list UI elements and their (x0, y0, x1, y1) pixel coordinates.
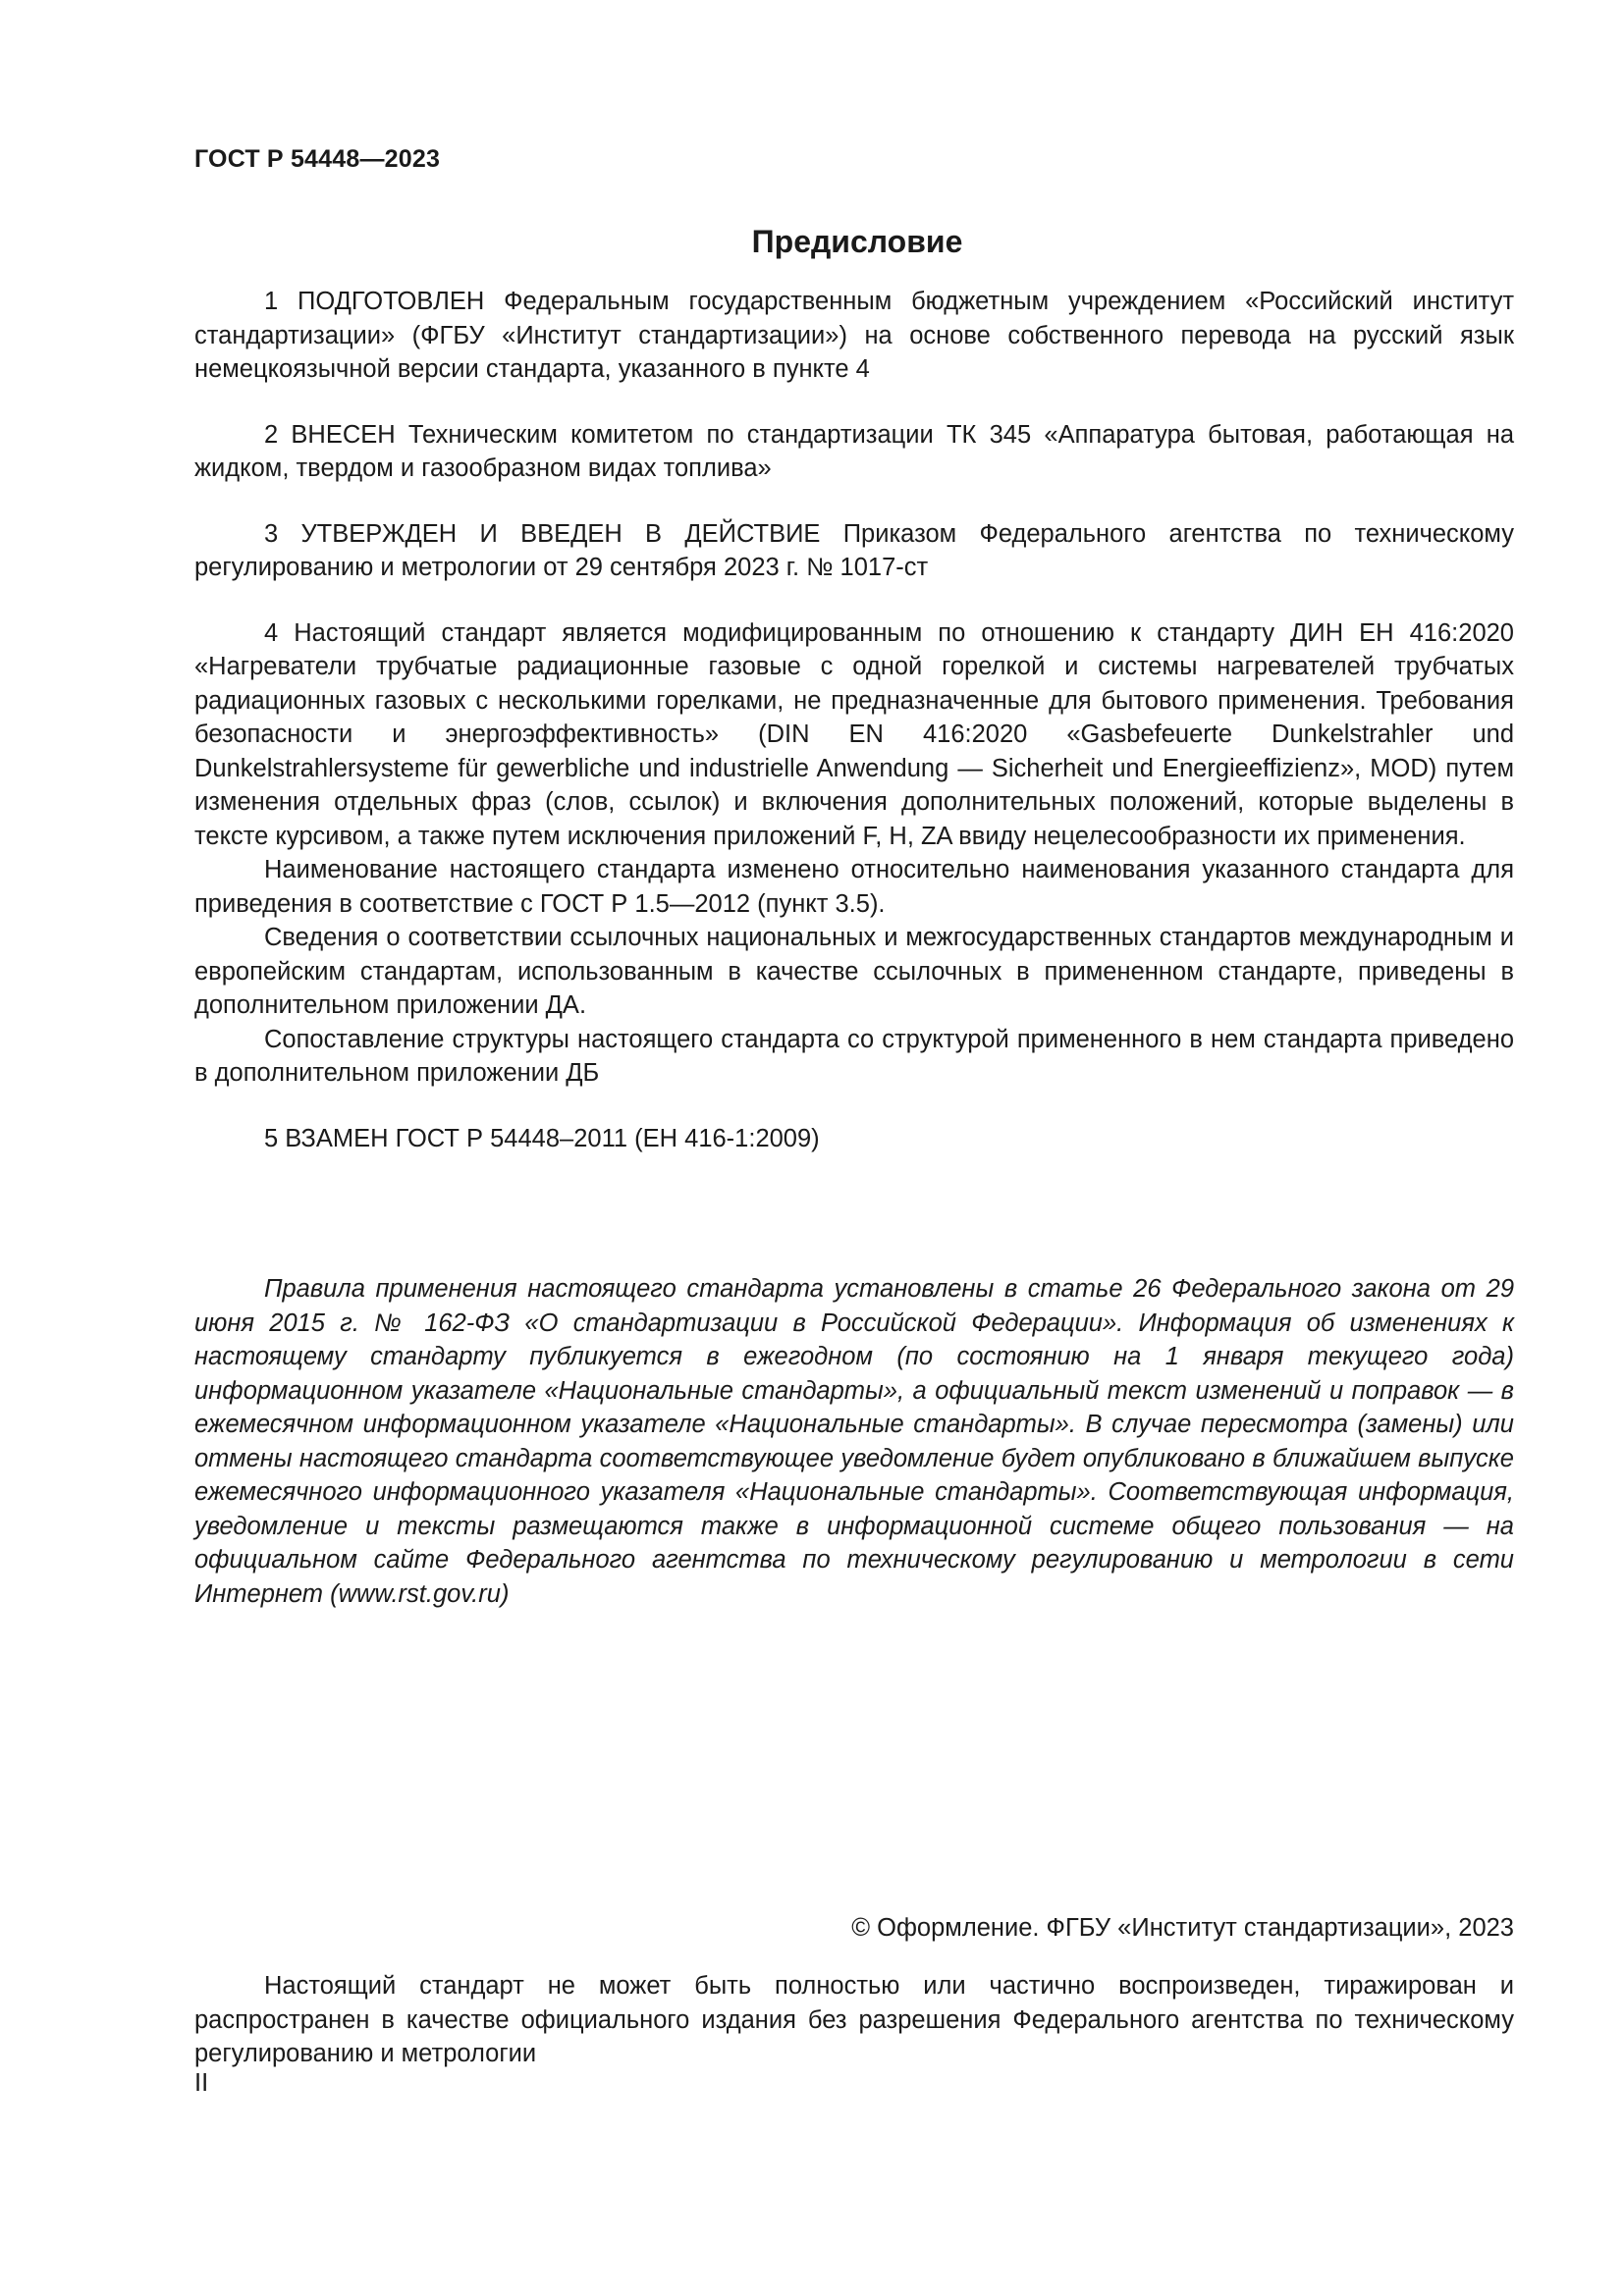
preface-item-2: 2 ВНЕСЕН Техническим комитетом по стандартизации ТК 345 «Аппаратура бытовая, работающая на жидком, твердом и газообразном видах топлива» (194, 420, 1514, 482)
preface-item-4-structure-note: Сопоставление структуры настоящего стандарта со структурой примененного в нем стандарта приведено в дополнительном приложении ДБ (194, 1025, 1514, 1087)
copyright-line: © Оформление. ФГБУ «Институт стандартизации», 2023 (851, 1914, 1514, 1942)
preface-item-4-name-note: Наименование настоящего стандарта изменено относительно наименования указанного стандарта для приведения в соответствие с ГОСТ Р 1.5—2012 (пункт 3.5). (194, 856, 1514, 918)
page-title: Предисловие (751, 224, 963, 259)
preface-item-4-references-note: Сведения о соответствии ссылочных национальных и межгосударственных стандартов международным и европейским стандартам, использованным в качестве ссылочных в примененном стандарте, приведены в дополнительном приложении ДА. (194, 924, 1514, 1019)
reproduction-notice: Настоящий стандарт не может быть полностью или частично воспроизведен, тиражирован и распространен в качестве официального издания без разрешения Федерального агентства по техническому регулированию и метрологии (194, 1972, 1514, 2067)
document-designation: ГОСТ Р 54448—2023 (194, 145, 441, 173)
preface-item-4: 4 Настоящий стандарт является модифицированным по отношению к стандарту ДИН ЕН 416:2020 «Нагреватели трубчатые радиационные газовые с одной горелкой и системы нагревателей трубчатых радиационных газовых с несколькими горелками, не предназначенные для бытового применения. Требования безопасности и энергоэффективность» (DIN EN 416:2020 «Gasbefeuerte Dunkelstrahler und Dunkelstrahlersysteme für gewerbliche und industrielle Anwendung — Sicherheit und Energieeffizienz», MOD) путем изменения отдельных фраз (слов, ссылок) и включения дополнительных положений, которые выделены в тексте курсивом, а также путем исключения приложений F, H, ZA ввиду нецелесообразности их применения. (194, 618, 1514, 850)
preface-item-3: 3 УТВЕРЖДЕН И ВВЕДЕН В ДЕЙСТВИЕ Приказом Федерального агентства по техническому регулированию и метрологии от 29 сентября 2023 г. № 1017-ст (194, 519, 1514, 581)
preface-item-1: 1 ПОДГОТОВЛЕН Федеральным государственным бюджетным учреждением «Российский институт стандартизации» (ФГБУ «Институт стандартизации») на основе собственного перевода на русский язык немецкоязычной версии стандарта, указанного в пункте 4 (194, 288, 1514, 383)
preface-body (194, 285, 1514, 1155)
legal-note: Правила применения настоящего стандарта установлены в статье 26 Федерального закона от 29 июня 2015 г. № 162-ФЗ «О стандартизации в Российской Федерации». Информация об изменениях к настоящему стандарту публикуется в ежегодном (по состоянию на 1 января текущего года) информационном указателе «Национальные стандарты», а официальный текст изменений и поправок — в ежемесячном информационном указателе «Национальные стандарты». В случае пересмотра (замены) или отмены настоящего стандарта соответствующее уведомление будет опубликовано в ближайшем выпуске ежемесячного информационного указателя «Национальные стандарты». Соответствующая информация, уведомление и тексты размещаются также в информационной системе общего пользования — на официальном сайте Федерального агентства по техническому регулированию и метрологии в сети Интернет (www.rst.gov.ru) (194, 1275, 1514, 1608)
preface-item-5: 5 ВЗАМЕН ГОСТ Р 54448–2011 (ЕН 416-1:2009) (264, 1124, 820, 1152)
page-number: II (194, 2069, 209, 2097)
